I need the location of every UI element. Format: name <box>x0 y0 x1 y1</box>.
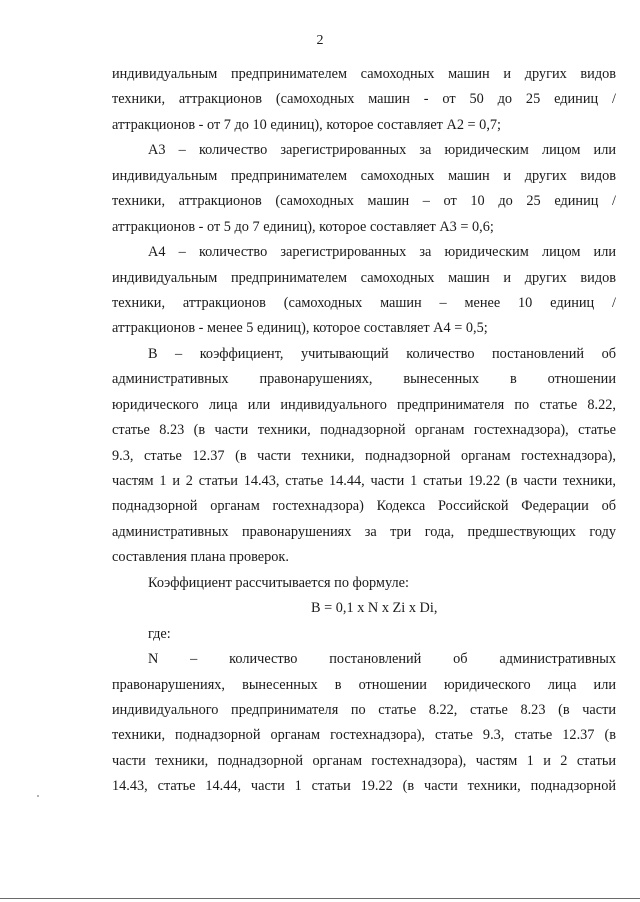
text-line: статье 8.23 (в части техники, поднадзорной органам гостехнадзора), статье <box>112 422 616 439</box>
text-line: индивидуального предпринимателя по статье 8.22, статье 8.23 (в части <box>112 701 616 718</box>
page-bottom-edge <box>0 898 640 899</box>
text-line: техники, аттракционов (самоходных машин - от 50 до 25 единиц / <box>112 91 616 108</box>
text-line: административных правонарушениях за три года, предшествующих году <box>112 523 616 540</box>
text-line: 9.3, статье 12.37 (в части техники, поднадзорной органам гостехнадзора), <box>112 447 616 464</box>
text-line: техники, поднадзорной органам гостехнадзора), статье 9.3, статье 12.37 (в <box>112 727 616 744</box>
text-line: индивидуальным предпринимателем самоходных машин и других видов <box>112 66 616 82</box>
paragraph-start-a4: А4 – количество зарегистрированных за юридическим лицом или <box>148 244 616 261</box>
text-line: индивидуальным предпринимателем самоходных машин и других видов <box>112 167 616 184</box>
formula-intro: Коэффициент рассчитывается по формуле: <box>148 574 409 591</box>
body-text <box>112 62 616 800</box>
text-line: составления плана проверок. <box>112 549 289 566</box>
text-line: 14.43, статье 14.44, части 1 статьи 19.22 (в части техники, поднадзорной <box>112 778 616 795</box>
text-line: техники, аттракционов (самоходных машин – от 10 до 25 единиц / <box>112 193 616 210</box>
text-line: части техники, поднадзорной органам гостехнадзора), частям 1 и 2 статьи <box>112 752 616 769</box>
paragraph-start-n: N – количество постановлений об административных <box>148 651 616 668</box>
scan-speck <box>37 795 39 797</box>
text-line: индивидуальным предпринимателем самоходных машин и других видов <box>112 269 616 286</box>
text-line: частям 1 и 2 статьи 14.43, статье 14.44, части 1 статьи 19.22 (в части техники, <box>112 473 616 489</box>
text-line: аттракционов - от 5 до 7 единиц), которое составляет А3 = 0,6; <box>112 218 494 235</box>
text-line: юридического лица или индивидуального предпринимателя по статье 8.22, <box>112 396 616 413</box>
paragraph-start-a3: А3 – количество зарегистрированных за юридическим лицом или <box>148 142 616 159</box>
text-line: административных правонарушениях, вынесенных в отношении <box>112 371 616 388</box>
page-number: 2 <box>316 33 324 48</box>
text-line: аттракционов - менее 5 единиц), которое составляет А4 = 0,5; <box>112 320 488 337</box>
formula: В = 0,1 x N x Zi x Di, <box>311 600 438 617</box>
where-label: где: <box>148 625 171 642</box>
paragraph-start-b: В – коэффициент, учитывающий количество постановлений об <box>148 345 616 362</box>
text-line: аттракционов - от 7 до 10 единиц), которое составляет А2 = 0,7; <box>112 116 502 133</box>
text-line: правонарушениях, вынесенных в отношении юридического лица или <box>112 676 616 693</box>
text-line: техники, аттракционов (самоходных машин – менее 10 единиц / <box>112 294 616 311</box>
text-line: поднадзорной органам гостехнадзора) Кодекса Российской Федерации об <box>112 498 616 515</box>
